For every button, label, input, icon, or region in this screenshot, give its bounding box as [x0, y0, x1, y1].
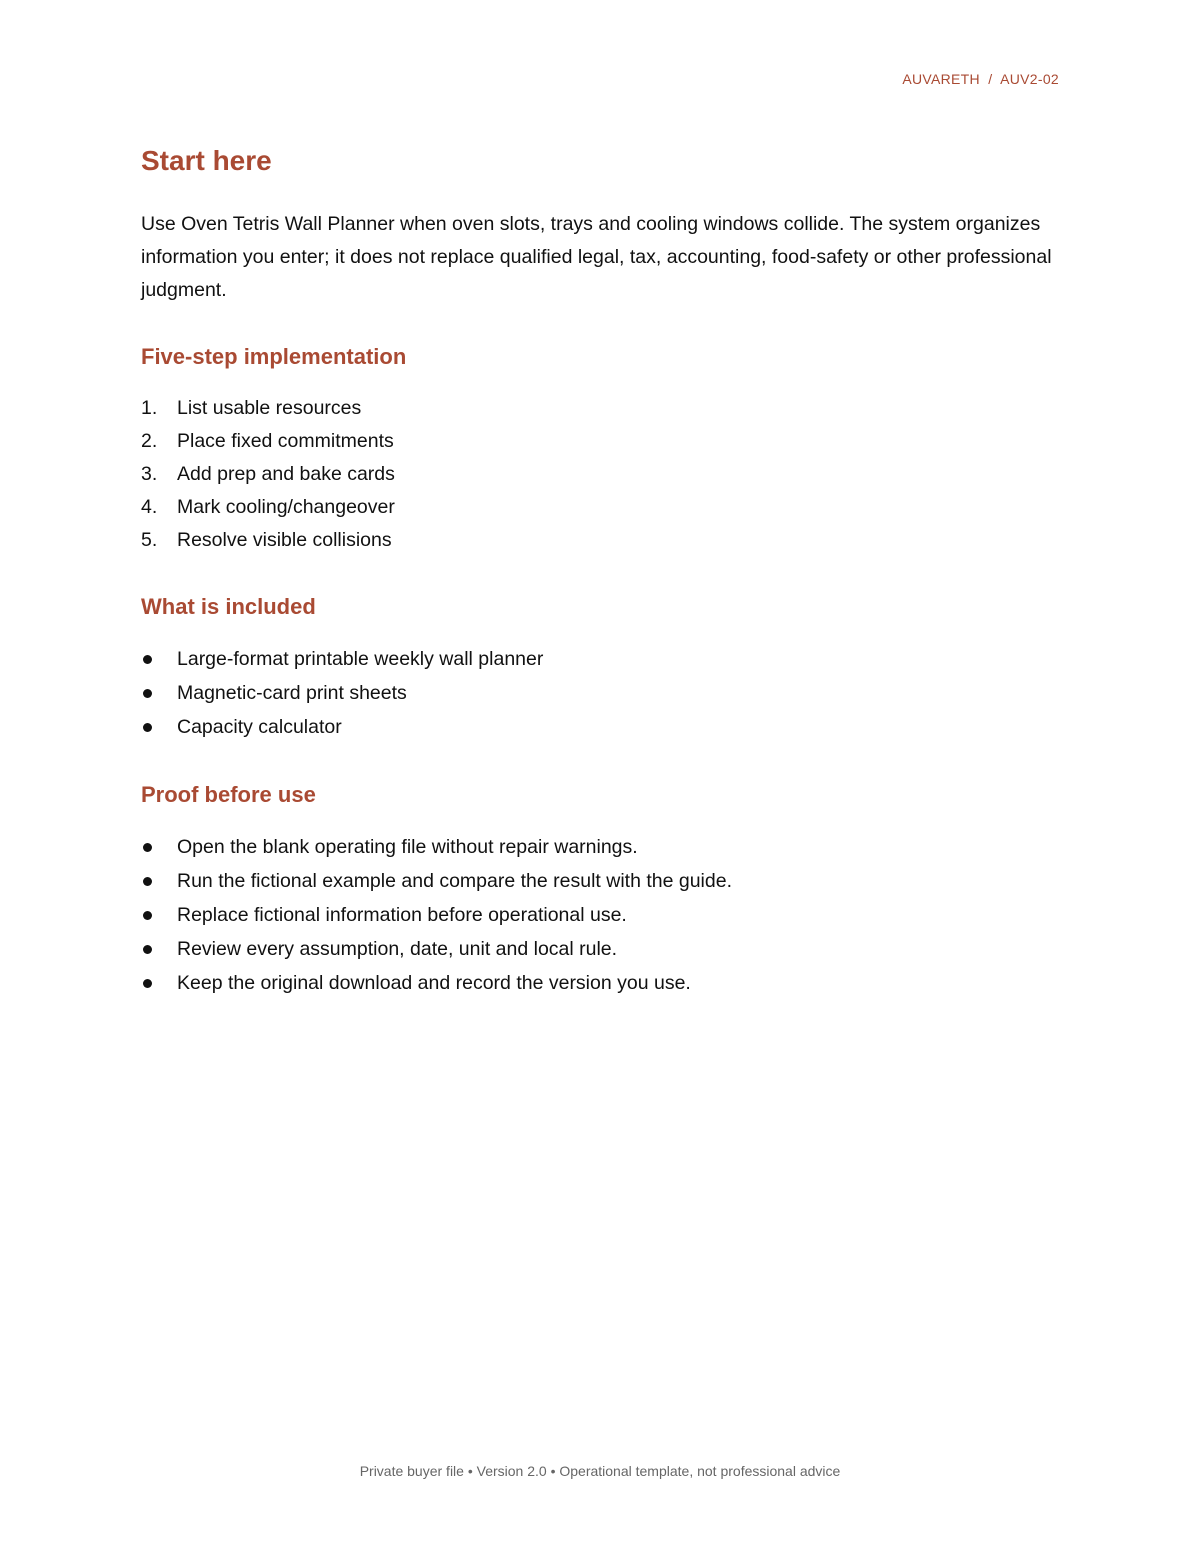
bullet-icon — [143, 655, 152, 664]
steps-heading: Five-step implementation — [141, 344, 407, 369]
step-item — [141, 425, 1059, 458]
proof-item — [141, 898, 1059, 932]
step-number: 4. — [141, 496, 158, 518]
step-text: Add prep and bake cards — [177, 463, 395, 485]
proof-item — [141, 966, 1059, 1000]
step-number: 2. — [141, 430, 158, 452]
bullet-icon — [143, 843, 152, 852]
page-content — [141, 141, 1059, 1000]
bullet-icon — [143, 911, 152, 920]
included-item — [141, 676, 1059, 710]
page-footer: Private buyer file • Version 2.0 • Operational template, not professional advice — [359, 1463, 841, 1479]
steps-list — [141, 392, 1059, 557]
included-text: Capacity calculator — [177, 716, 342, 738]
step-text: Place fixed commitments — [177, 430, 394, 452]
step-item — [141, 524, 1059, 557]
step-number: 1. — [141, 397, 158, 419]
page-title: Start here — [141, 145, 272, 176]
step-item — [141, 491, 1059, 524]
included-text: Magnetic-card print sheets — [177, 682, 407, 704]
bullet-icon — [143, 723, 152, 732]
proof-list — [141, 830, 1059, 1000]
included-heading: What is included — [141, 594, 316, 619]
step-item — [141, 458, 1059, 491]
step-text: Mark cooling/changeover — [177, 496, 395, 518]
included-list — [141, 642, 1059, 744]
included-item — [141, 642, 1059, 676]
included-text: Large-format printable weekly wall planner — [177, 648, 544, 670]
proof-item — [141, 830, 1059, 864]
document-reference: AUVARETH / AUV2-02 — [902, 71, 1059, 87]
proof-text: Keep the original download and record the version you use. — [177, 972, 691, 994]
proof-text: Run the fictional example and compare the result with the guide. — [177, 870, 732, 892]
proof-heading: Proof before use — [141, 782, 316, 807]
included-item — [141, 710, 1059, 744]
step-item — [141, 392, 1059, 425]
proof-text: Replace fictional information before operational use. — [177, 904, 627, 926]
proof-text: Open the blank operating file without repair warnings. — [177, 836, 638, 858]
bullet-icon — [143, 945, 152, 954]
bullet-icon — [143, 877, 152, 886]
intro-paragraph: Use Oven Tetris Wall Planner when oven slots, trays and cooling windows collide. The system organizes information you enter; it does not replace qualified legal, tax, accounting, food-safety or other professional judgment. — [141, 213, 1052, 301]
bullet-icon — [143, 689, 152, 698]
proof-item — [141, 864, 1059, 898]
step-text: List usable resources — [177, 397, 362, 419]
step-text: Resolve visible collisions — [177, 529, 392, 551]
bullet-icon — [143, 979, 152, 988]
proof-text: Review every assumption, date, unit and local rule. — [177, 938, 618, 960]
step-number: 3. — [141, 463, 158, 485]
step-number: 5. — [141, 529, 158, 551]
proof-item — [141, 932, 1059, 966]
